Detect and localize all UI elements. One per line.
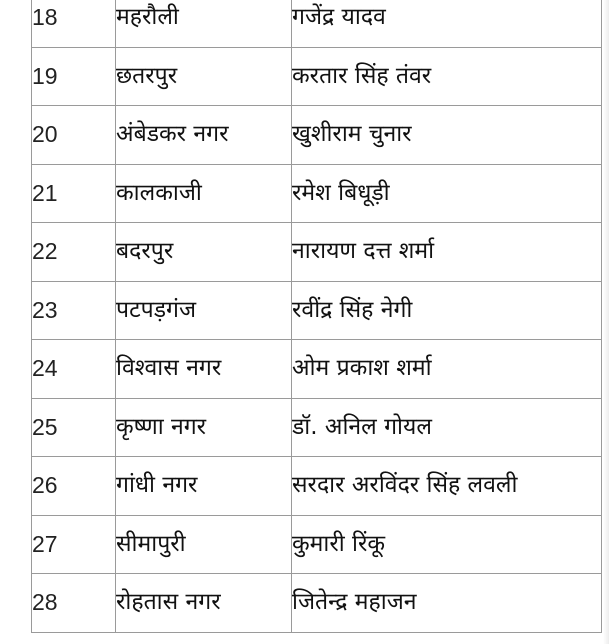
constituency-cell: सीमापुरी bbox=[116, 515, 292, 574]
serial-number-cell: 25 bbox=[32, 398, 116, 457]
candidate-name-cell: जितेन्द्र महाजन bbox=[292, 574, 602, 633]
constituency-cell: कालकाजी bbox=[116, 164, 292, 223]
constituency-cell: छतरपुर bbox=[116, 47, 292, 106]
candidate-name-cell: गजेंद्र यादव bbox=[292, 0, 602, 47]
constituency-cell: अंबेडकर नगर bbox=[116, 106, 292, 165]
serial-number-cell: 20 bbox=[32, 106, 116, 165]
candidate-name-cell: नारायण दत्त शर्मा bbox=[292, 223, 602, 282]
table-row bbox=[32, 457, 602, 516]
table-body bbox=[32, 0, 602, 632]
serial-number-cell: 19 bbox=[32, 47, 116, 106]
constituency-cell: रोहतास नगर bbox=[116, 574, 292, 633]
table-row bbox=[32, 515, 602, 574]
constituency-cell: कृष्णा नगर bbox=[116, 398, 292, 457]
serial-number-cell: 21 bbox=[32, 164, 116, 223]
serial-number-cell: 26 bbox=[32, 457, 116, 516]
table-row bbox=[32, 574, 602, 633]
candidate-name-cell: रवींद्र सिंह नेगी bbox=[292, 281, 602, 340]
table-row bbox=[32, 398, 602, 457]
candidate-name-cell: खुशीराम चुनार bbox=[292, 106, 602, 165]
candidate-name-cell: करतार सिंह तंवर bbox=[292, 47, 602, 106]
table-row bbox=[32, 0, 602, 47]
table-row bbox=[32, 47, 602, 106]
table-row bbox=[32, 164, 602, 223]
candidate-name-cell: डॉ. अनिल गोयल bbox=[292, 398, 602, 457]
candidate-name-cell: सरदार अरविंदर सिंह लवली bbox=[292, 457, 602, 516]
constituency-cell: महरौली bbox=[116, 0, 292, 47]
constituency-cell: गांधी नगर bbox=[116, 457, 292, 516]
constituency-cell: विश्वास नगर bbox=[116, 340, 292, 399]
table-row bbox=[32, 340, 602, 399]
candidate-name-cell: ओम प्रकाश शर्मा bbox=[292, 340, 602, 399]
constituency-cell: पटपड़गंज bbox=[116, 281, 292, 340]
table-row bbox=[32, 223, 602, 282]
serial-number-cell: 28 bbox=[32, 574, 116, 633]
page-edge-shadow bbox=[603, 0, 609, 644]
candidate-name-cell: कुमारी रिंकू bbox=[292, 515, 602, 574]
serial-number-cell: 27 bbox=[32, 515, 116, 574]
constituency-cell: बदरपुर bbox=[116, 223, 292, 282]
serial-number-cell: 24 bbox=[32, 340, 116, 399]
serial-number-cell: 23 bbox=[32, 281, 116, 340]
serial-number-cell: 22 bbox=[32, 223, 116, 282]
candidate-name-cell: रमेश बिधूड़ी bbox=[292, 164, 602, 223]
table-row bbox=[32, 106, 602, 165]
serial-number-cell: 18 bbox=[32, 0, 116, 47]
table-row bbox=[32, 281, 602, 340]
candidate-table bbox=[31, 0, 602, 633]
